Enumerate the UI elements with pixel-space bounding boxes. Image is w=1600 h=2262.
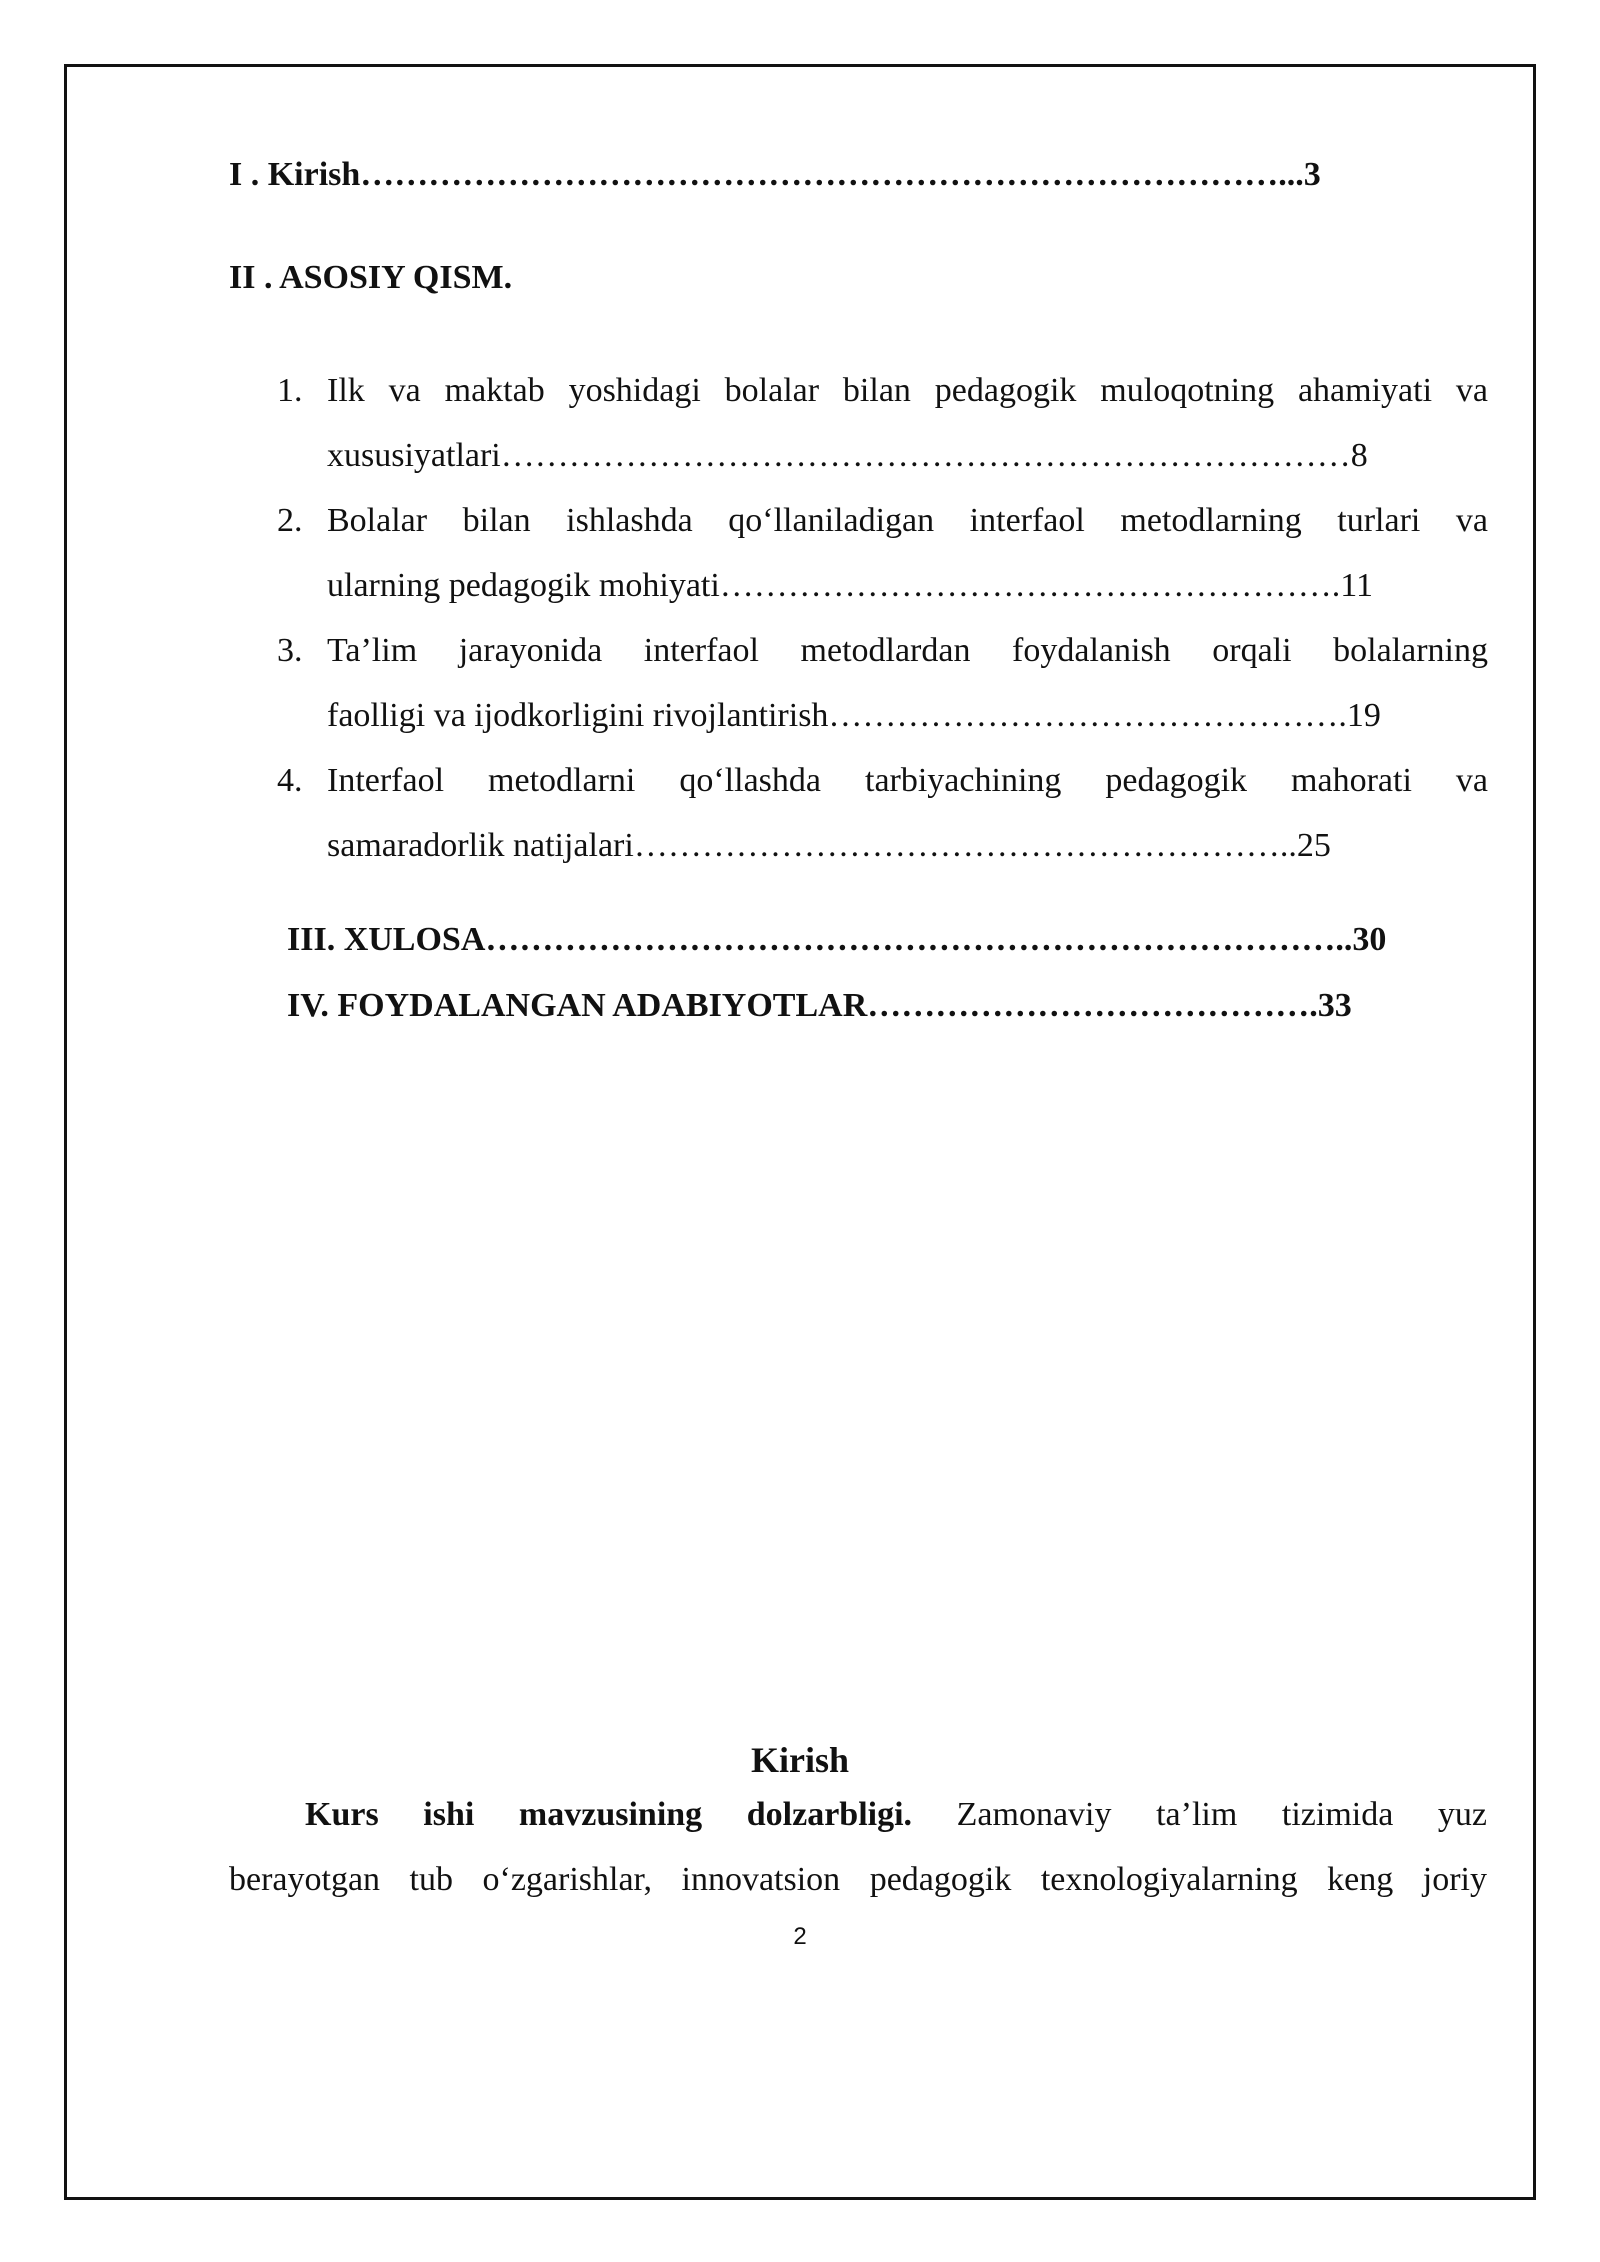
toc-section-conclusion: III. XULOSA…………………………………………………………………..30: [287, 921, 1387, 958]
toc-subsection-title-continued: xususiyatlari…………………………………………………………………8: [327, 437, 1368, 474]
toc-subsection-3: [277, 618, 1488, 748]
toc-subsection-number: 3.: [277, 632, 303, 669]
page-number: 2: [793, 1923, 807, 1950]
toc-section-main-part: II . ASOSIY QISM.: [229, 259, 513, 296]
toc-subsection-title-continued: faolligi va ijodkorligini rivojlantirish……………………………………….19: [327, 697, 1381, 734]
intro-paragraph: [229, 1782, 1487, 1912]
toc-subsection-title: Ilk va maktab yoshidagi bolalar bilan pedagogik muloqotning ahamiyati va: [327, 372, 1488, 409]
toc-subsection-number: 2.: [277, 502, 303, 539]
intro-line-1-text: Zamonaviy ta’lim tizimida yuz: [912, 1796, 1488, 1833]
intro-paragraph-line-2: berayotgan tub o‘zgarishlar, innovatsion pedagogik texnologiyalarning keng joriy: [229, 1861, 1487, 1898]
toc-subsection-number: 4.: [277, 762, 303, 799]
intro-paragraph-line-1: [229, 1782, 1487, 1847]
toc-subsection-1: [277, 358, 1488, 488]
toc-section-references: IV. FOYDALANGAN ADABIYOTLAR………………………………….33: [287, 987, 1352, 1024]
toc-subsection-title-continued: ularning pedagogik mohiyati……………………………………………….11: [327, 567, 1374, 604]
intro-lead-bold: Kurs ishi mavzusining dolzarbligi.: [305, 1796, 913, 1833]
toc-subsection-number: 1.: [277, 372, 303, 409]
toc-subsection-list: [277, 358, 1488, 878]
toc-subsection-2: [277, 488, 1488, 618]
toc-subsection-4: [277, 748, 1488, 878]
toc-subsection-title: Ta’lim jarayonida interfaol metodlardan foydalanish orqali bolalarning: [327, 632, 1488, 669]
intro-heading: Kirish: [750, 1740, 849, 1780]
toc-section-introduction: I . Kirish………………………………………………………………………...3: [229, 156, 1321, 193]
toc-subsection-title: Bolalar bilan ishlashda qo‘llaniladigan interfaol metodlarning turlari va: [327, 502, 1488, 539]
toc-subsection-title-continued: samaradorlik natijalari…………………………………………………..25: [327, 827, 1331, 864]
toc-subsection-title: Interfaol metodlarni qo‘llashda tarbiyachining pedagogik mahorati va: [327, 762, 1488, 799]
